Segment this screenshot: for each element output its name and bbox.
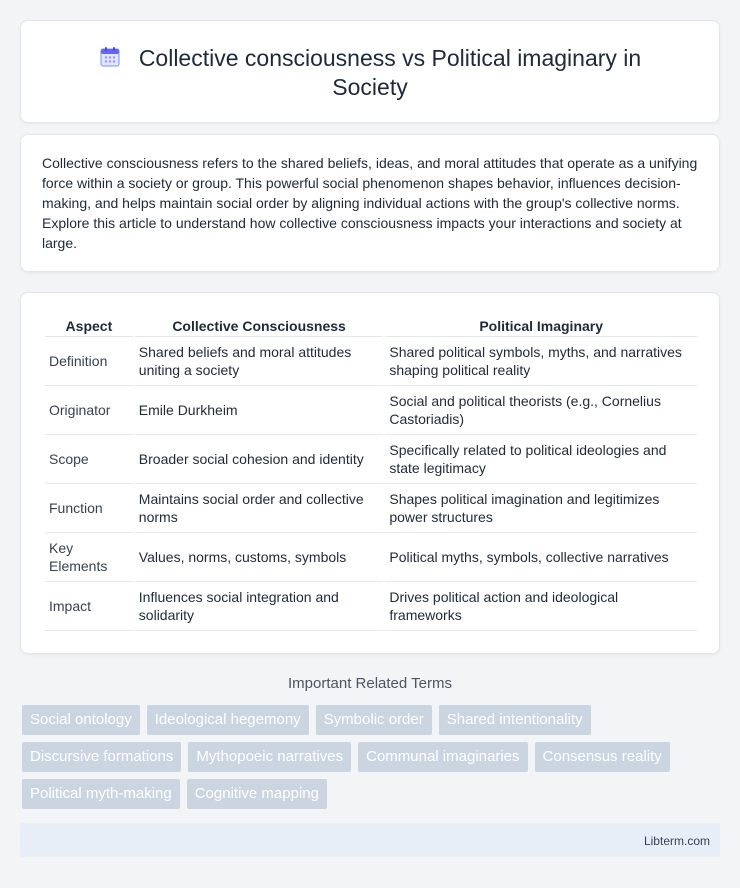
table-row: [45, 533, 697, 582]
footer: [20, 823, 720, 857]
political-cell: Political myths, symbols, collective narratives: [385, 533, 697, 582]
related-term-tag[interactable]: Social ontology: [22, 705, 140, 735]
collective-cell: Influences social integration and solidarity: [135, 582, 384, 631]
related-term-tag[interactable]: Symbolic order: [316, 705, 432, 735]
table-row: [45, 582, 697, 631]
related-term-tag[interactable]: Shared intentionality: [439, 705, 591, 735]
table-row: [45, 484, 697, 533]
table-row: [45, 386, 697, 435]
calendar-icon: [99, 46, 121, 68]
aspect-cell: Originator: [45, 386, 133, 435]
collective-cell: Values, norms, customs, symbols: [135, 533, 384, 582]
header-political-imaginary: Political Imaginary: [385, 315, 697, 337]
comparison-table: [43, 315, 699, 631]
related-terms-list: [22, 705, 722, 809]
political-cell: Drives political action and ideological frameworks: [385, 582, 697, 631]
aspect-cell: Scope: [45, 435, 133, 484]
related-term-tag[interactable]: Political myth-making: [22, 779, 180, 809]
comparison-card: [20, 292, 720, 654]
collective-cell: Emile Durkheim: [135, 386, 384, 435]
political-cell: Shapes political imagination and legitimizes power structures: [385, 484, 697, 533]
intro-paragraph: Collective consciousness refers to the shared beliefs, ideas, and moral attitudes that operate as a unifying force within a society or group. This powerful social phenomenon shapes behavior, influences decision-making, and helps maintain social order by aligning individual actions with the group's collective norms. Explore this article to understand how collective consciousness impacts your interactions and society at large.: [42, 155, 698, 251]
aspect-cell: Impact: [45, 582, 133, 631]
footer-site-link[interactable]: Libterm.com: [643, 834, 710, 848]
aspect-cell: Definition: [45, 337, 133, 386]
related-term-tag[interactable]: Communal imaginaries: [358, 742, 527, 772]
related-terms-heading: Important Related Terms: [288, 675, 452, 692]
related-term-tag[interactable]: Cognitive mapping: [187, 779, 327, 809]
related-term-tag[interactable]: Discursive formations: [22, 742, 181, 772]
political-cell: Specifically related to political ideologies and state legitimacy: [385, 435, 697, 484]
related-term-tag[interactable]: Consensus reality: [535, 742, 670, 772]
title-card: [20, 20, 720, 123]
related-term-tag[interactable]: Ideological hegemony: [147, 705, 309, 735]
collective-cell: Broader social cohesion and identity: [135, 435, 384, 484]
aspect-cell: Key Elements: [45, 533, 133, 582]
collective-cell: Maintains social order and collective norms: [135, 484, 384, 533]
table-row: [45, 435, 697, 484]
political-cell: Social and political theorists (e.g., Cornelius Castoriadis): [385, 386, 697, 435]
collective-cell: Shared beliefs and moral attitudes uniting a society: [135, 337, 384, 386]
header-aspect: Aspect: [45, 315, 133, 337]
aspect-cell: Function: [45, 484, 133, 533]
political-cell: Shared political symbols, myths, and narratives shaping political reality: [385, 337, 697, 386]
intro-card: [20, 134, 720, 272]
page-title-text: Collective consciousness vs Political imaginary in Society: [138, 45, 642, 100]
table-row: [45, 337, 697, 386]
table-header-row: [45, 315, 697, 337]
header-collective-consciousness: Collective Consciousness: [135, 315, 384, 337]
page-title: [61, 44, 679, 102]
related-term-tag[interactable]: Mythopoeic narratives: [188, 742, 351, 772]
